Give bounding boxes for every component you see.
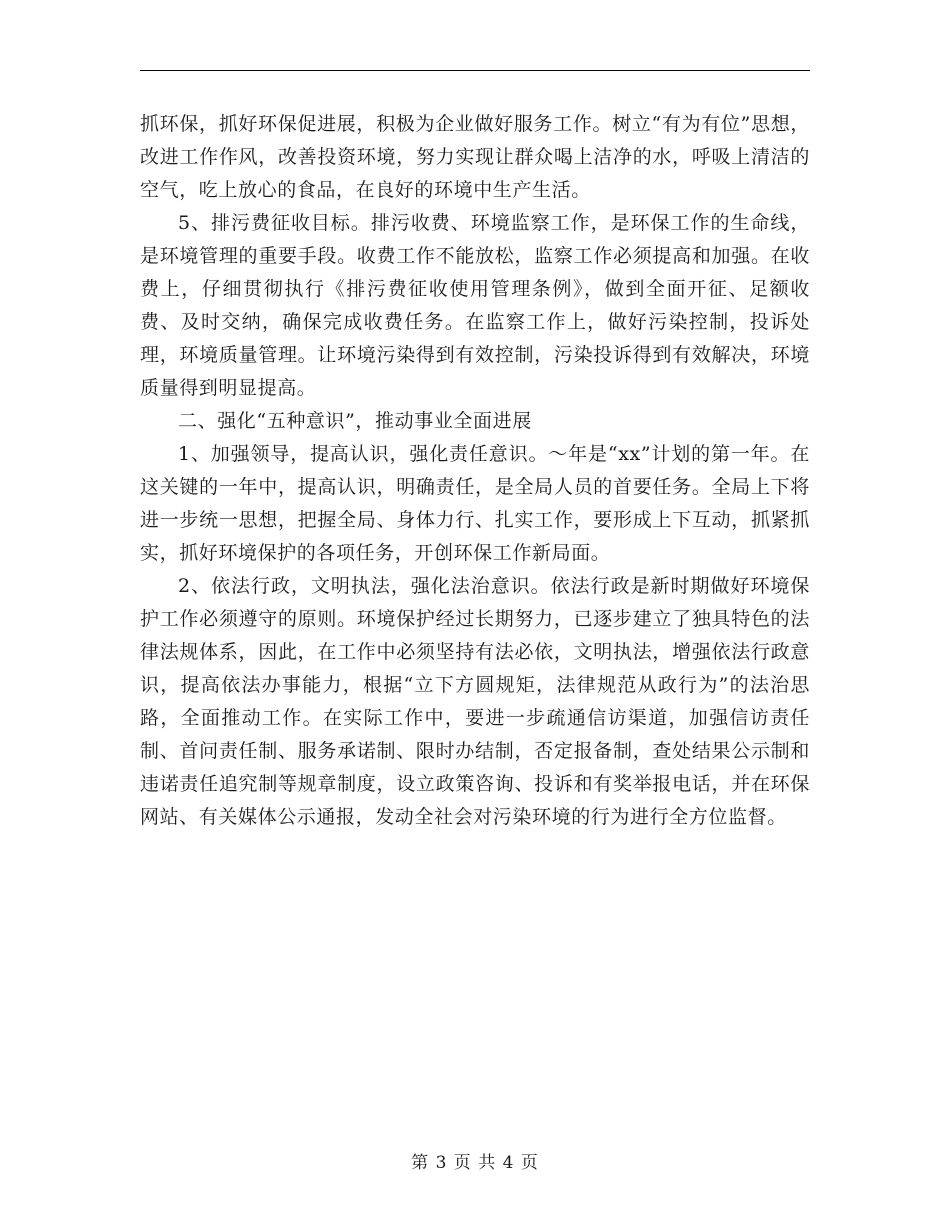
- section-heading-two: 二、强化“五种意识”，推动事业全面进展: [178, 410, 532, 432]
- document-body: [140, 108, 810, 834]
- header-rule: [140, 70, 810, 71]
- paragraph-continuation: 抓环保，抓好环保促进展，积极为企业做好服务工作。树立“有为有位”思想，改进工作作风，改善投资环境，努力实现让群众喝上洁净的水，呼吸上清洁的空气，吃上放心的食品，在良好的环境中生产生活。: [140, 113, 810, 201]
- paragraph-item-2-rule-of-law: 2、依法行政，文明执法，强化法治意识。依法行政是新时期做好环境保护工作必须遵守的原则。环境保护经过长期努力，已逐步建立了独具特色的法律法规体系，因此，在工作中必须坚持有法必依，文明执法，增强依法行政意识，提高依法办事能力，根据“立下方圆规矩，法律规范从政行为”的法治思路，全面推动工作。在实际工作中，要进一步疏通信访渠道，加强信访责任制、首问责任制、服务承诺制、限时办结制，否定报备制，查处结果公示制和违诺责任追究制等规章制度，设立政策咨询、投诉和有奖举报电话，并在环保网站、有关媒体公示通报，发动全社会对污染环境的行为进行全方位监督。: [140, 575, 810, 828]
- page-number-footer: 第 3 页 共 4 页: [411, 1153, 539, 1173]
- paragraph-item-1-leadership: 1、加强领导，提高认识，强化责任意识。～年是“xx”计划的第一年。在这关键的一年中，提高认识，明确责任，是全局人员的首要任务。全局上下将进一步统一思想，把握全局、身体力行、扎实工作，要形成上下互动，抓紧抓实，抓好环境保护的各项任务，开创环保工作新局面。: [140, 443, 810, 564]
- paragraph-item-5-fee-collection: 5、排污费征收目标。排污收费、环境监察工作，是环保工作的生命线，是环境管理的重要手段。收费工作不能放松，监察工作必须提高和加强。在收费上，仔细贯彻执行《排污费征收使用管理条例》，做到全面开征、足额收费、及时交纳，确保完成收费任务。在监察工作上，做好污染控制，投诉处理，环境质量管理。让环境污染得到有效控制，污染投诉得到有效解决，环境质量得到明显提高。: [140, 212, 810, 399]
